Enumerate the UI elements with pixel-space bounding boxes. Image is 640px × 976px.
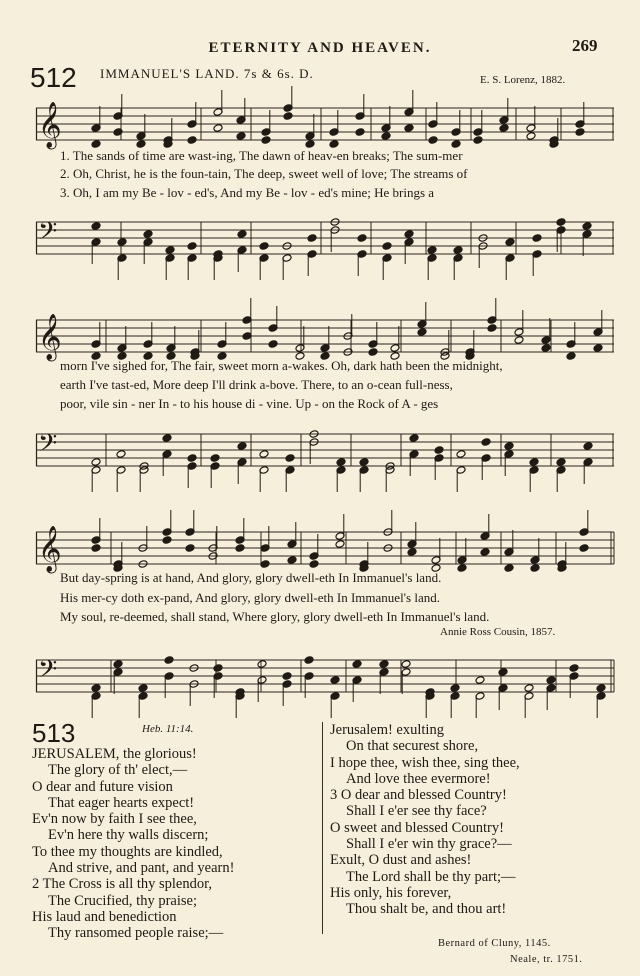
lyric-verse-3-line-1: 3. Oh, I am my Be - lov - ed's, And my Be - lov - ed's mine; He brings a [60,185,435,200]
poem-left-line-2: The glory of th' elect,— [48,762,188,779]
lyric-verse-1-line-3: But day-spring is at hand, And glory, glory dwell-eth In Immanuel's land. [60,570,442,585]
hymn-composer: E. S. Lorenz, 1882. [480,74,566,86]
lyric-verse-3-line-3: My soul, re-deemed, shall stand, Where glory, glory dwell-eth In Immanuel's land. [60,609,490,624]
credit-translator: Neale, tr. 1751. [510,954,583,965]
lyric-verse-1-line-2: morn I've sighed for, The fair, sweet morn a-wakes. Oh, dark hath been the midnight, [60,358,503,373]
poem-right-line-2: On that securest shore, [346,738,479,755]
running-head: ETERNITY AND HEAVEN. [208,40,432,56]
bass-staff-3 [36,650,614,710]
poem-right-line-7: O sweet and blessed Country! [330,819,504,836]
poem-left-line-11: His laud and benediction [32,908,177,925]
lyric-verse-2-line-2: earth I've tast-ed, More deep I'll drink a-bove. There, to an o-cean full-ness, [60,377,453,392]
poem-left-line-4: That eager hearts expect! [48,794,195,811]
scripture-reference: Heb. 11:14. [142,723,194,735]
hymn-author: Annie Ross Cousin, 1857. [440,626,556,638]
svg-text:𝄢: 𝄢 [38,655,58,690]
page-number: 269 [572,36,598,55]
poem-right-line-11: His only, his forever, [330,884,452,901]
music-system-1 [36,90,616,280]
svg-text:𝄞: 𝄞 [38,102,62,148]
poem-right-line-1: Jerusalem! exulting [330,722,444,738]
bass-staff-1 [36,212,614,272]
poem-left-line-12: Thy ransomed people raise;— [48,925,224,942]
poem-left-line-10: The Crucified, thy praise; [48,892,197,909]
lyric-verse-1-line-1: 1. The sands of time are wast-ing, The dawn of heav-en breaks; The sum-mer [60,148,463,163]
poem-left-line-6: Ev'n here thy walls discern; [48,827,209,844]
poem-right-line-8: Shall I e'er win thy grace?— [346,836,512,853]
music-system-2 [36,300,616,500]
hymn-number-513: 513 [32,718,76,748]
poem-left-line-3: O dear and future vision [32,778,173,795]
poem-left-line-1: JERUSALEM, the glorious! [32,746,197,762]
poem-right-line-5: 3 O dear and blessed Country! [330,787,507,804]
svg-text:𝄞: 𝄞 [38,526,62,572]
poem-right-line-6: Shall I e'er see thy face? [346,803,487,820]
lyric-verse-2-line-1: 2. Oh, Christ, he is the foun-tain, The deep, sweet well of love; The streams of [60,166,468,181]
hymn-tune-title: IMMANUEL'S LAND. 7s & 6s. D. [100,66,314,81]
lyric-verse-3-line-2: poor, vile sin - ner In - to his house di - vine. Up - on the Rock of A - ges [60,396,439,411]
poem-left-line-5: Ev'n now by faith I see thee, [32,811,197,828]
poem-left-line-7: To thee my thoughts are kindled, [32,843,223,860]
hymn-513-left-column [32,722,332,942]
poem-left-line-9: 2 The Cross is all thy splendor, [32,876,212,893]
hymn-513-right-column [330,722,620,918]
svg-text:𝄢: 𝄢 [38,217,58,252]
svg-text:𝄢: 𝄢 [38,429,58,464]
lyric-verse-2-line-3: His mer-cy doth ex-pand, And glory, glory dwell-eth In Immanuel's land. [60,590,440,605]
poem-right-line-10: The Lord shall be thy part;— [346,868,516,885]
poem-right-line-4: And love thee evermore! [346,770,491,787]
bass-staff-2 [36,424,614,484]
poem-left-line-8: And strive, and pant, and yearn! [48,860,235,877]
poem-right-line-3: I hope thee, wish thee, sing thee, [330,754,520,771]
poem-right-line-12: Thou shalt be, and thou art! [346,901,507,918]
credit-author: Bernard of Cluny, 1145. [438,938,551,949]
poem-right-line-9: Exult, O dust and ashes! [330,852,472,869]
svg-text:𝄞: 𝄞 [38,314,62,360]
music-system-3 [36,510,616,710]
hymn-number-512: 512 [30,62,77,93]
